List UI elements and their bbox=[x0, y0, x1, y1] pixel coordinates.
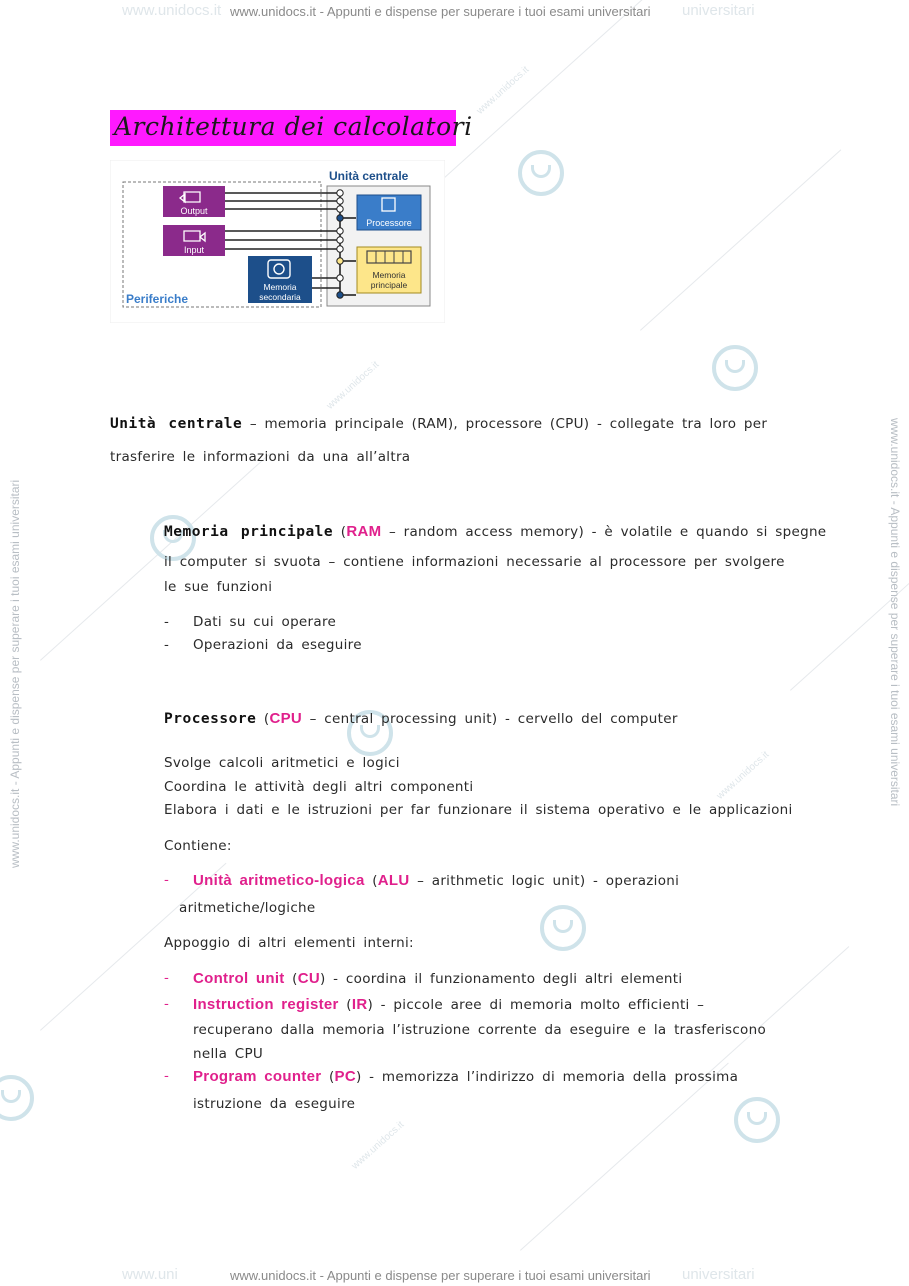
ir-item-cont-2: nella CPU bbox=[193, 1046, 264, 1062]
main-memory-heading: Memoria principale bbox=[164, 524, 334, 540]
watermark-diagonal: www.unidocs.it bbox=[324, 359, 382, 412]
unidocs-logo-icon bbox=[712, 345, 758, 391]
alu-item-cont: aritmetiche/logiche bbox=[179, 900, 316, 916]
cu-abbr: CU bbox=[297, 970, 321, 987]
unidocs-logo-icon bbox=[518, 150, 564, 196]
diagram-label-central-unit: Unità centrale bbox=[329, 169, 409, 183]
cu-name: Control unit bbox=[193, 970, 285, 987]
watermark-bottom: www.unidocs.it - Appunti e dispense per superare i tuoi esami universitari bbox=[230, 1268, 651, 1283]
alu-abbr: ALU bbox=[377, 872, 410, 889]
processor-heading: Processore bbox=[164, 711, 257, 727]
pc-abbr: PC bbox=[334, 1068, 356, 1085]
diagram-label-secondary-memory-2: secondaria bbox=[259, 292, 301, 302]
architecture-diagram bbox=[110, 160, 445, 323]
cpu-abbr: CPU bbox=[269, 710, 303, 727]
processor-line-1: Processore (CPU – central processing unit) - cervello del computer bbox=[164, 710, 678, 727]
central-unit-heading: Unità centrale bbox=[110, 416, 243, 432]
central-unit-line-2: trasferire le informazioni da una all’altra bbox=[110, 449, 411, 465]
watermark-faint-top: www.unidocs.it bbox=[122, 2, 222, 19]
main-memory-line-3: le sue funzioni bbox=[164, 579, 273, 595]
unidocs-logo-icon bbox=[540, 905, 586, 951]
processor-desc-2: Coordina le attività degli altri componenti bbox=[164, 779, 474, 795]
ir-item: - Instruction register (IR) - piccole aree di memoria molto efficienti – bbox=[164, 996, 705, 1013]
watermark-diagonal: www.unidocs.it bbox=[349, 1119, 407, 1172]
watermark-left: www.unidocs.it - Appunti e dispense per superare i tuoi esami universitari bbox=[8, 479, 22, 868]
contains-label: Contiene: bbox=[164, 838, 232, 854]
diagram-label-output: Output bbox=[180, 206, 208, 216]
watermark-diagonal: www.unidocs.it bbox=[474, 64, 532, 117]
page-title: Architettura dei calcolatori bbox=[114, 112, 473, 141]
processor-desc-1: Svolge calcoli aritmetici e logici bbox=[164, 755, 400, 771]
pc-item: - Program counter (PC) - memorizza l’indirizzo di memoria della prossima bbox=[164, 1068, 739, 1085]
ir-abbr: IR bbox=[351, 996, 368, 1013]
pc-name: Program counter bbox=[193, 1068, 322, 1085]
pc-item-cont: istruzione da eseguire bbox=[193, 1096, 356, 1112]
ir-item-cont-1: recuperano dalla memoria l’istruzione corrente da eseguire e la trasferiscono bbox=[193, 1022, 767, 1038]
ram-abbr: RAM bbox=[346, 523, 382, 540]
support-label: Appoggio di altri elementi interni: bbox=[164, 935, 414, 951]
ir-name: Instruction register bbox=[193, 996, 339, 1013]
watermark-top: www.unidocs.it - Appunti e dispense per superare i tuoi esami universitari bbox=[230, 4, 651, 19]
diagram-label-secondary-memory: Memoria bbox=[263, 282, 297, 292]
main-memory-line-1: Memoria principale (RAM – random access memory) - è volatile e quando si spegne bbox=[164, 523, 827, 540]
diagram-label-main-memory: Memoria bbox=[372, 270, 406, 280]
diagram-label-processor: Processore bbox=[366, 218, 412, 228]
diagram-label-main-memory-2: principale bbox=[370, 280, 408, 290]
central-unit-line-1: Unità centrale – memoria principale (RAM), processore (CPU) - collegate tra loro per bbox=[110, 416, 768, 432]
cu-item: - Control unit (CU) - coordina il funzionamento degli altri elementi bbox=[164, 970, 683, 987]
alu-item: - Unità aritmetico-logica (ALU – arithmetic logic unit) - operazioni bbox=[164, 872, 680, 889]
watermark-faint-bottom-right: universitari bbox=[682, 1266, 755, 1283]
watermark-faint-bottom: www.uni bbox=[122, 1266, 178, 1283]
watermark-right: www.unidocs.it - Appunti e dispense per superare i tuoi esami universitari bbox=[888, 418, 902, 807]
diagram-label-peripherals: Periferiche bbox=[126, 292, 189, 306]
watermark-diagonal: www.unidocs.it bbox=[714, 749, 772, 802]
watermark-faint-top-right: universitari bbox=[682, 2, 755, 19]
alu-name: Unità aritmetico-logica bbox=[193, 872, 365, 889]
list-item: - Dati su cui operare bbox=[164, 614, 337, 630]
list-item: - Operazioni da eseguire bbox=[164, 637, 362, 653]
processor-desc-3: Elabora i dati e le istruzioni per far funzionare il sistema operativo e le applicazioni bbox=[164, 802, 793, 818]
main-memory-line-2: il computer si svuota – contiene informazioni necessarie al processore per svolgere bbox=[164, 554, 785, 570]
diagram-label-input: Input bbox=[183, 245, 205, 255]
unidocs-logo-icon bbox=[0, 1075, 34, 1121]
unidocs-logo-icon bbox=[734, 1097, 780, 1143]
